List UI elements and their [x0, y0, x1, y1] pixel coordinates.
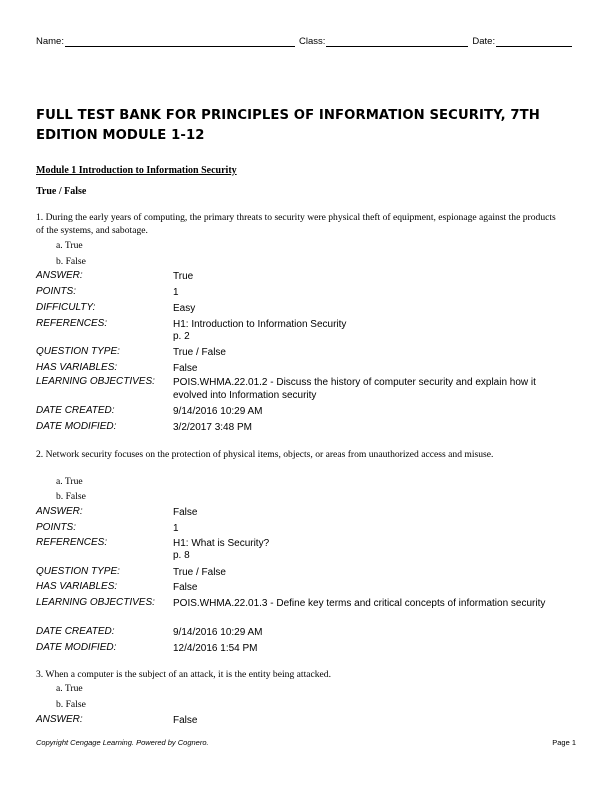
module-heading: Module 1 Introduction to Information Security	[36, 165, 237, 176]
q2-date-modified-value: 12/4/2016 1:54 PM	[173, 643, 258, 654]
question-1-option-a: a. True	[56, 240, 83, 251]
q2-references-line1: H1: What is Security?	[173, 538, 270, 549]
q1-has-variables-value: False	[173, 363, 198, 374]
q1-date-created-value: 9/14/2016 10:29 AM	[173, 406, 263, 417]
q1-date-created-label: DATE CREATED:	[36, 405, 115, 416]
q2-date-created-label: DATE CREATED:	[36, 626, 115, 637]
question-2-option-a: a. True	[56, 476, 83, 487]
header-fields	[36, 36, 576, 47]
q1-points-label: POINTS:	[36, 286, 77, 297]
q2-references-line2: p. 8	[173, 550, 190, 561]
date-line	[496, 36, 572, 47]
q1-difficulty-label: DIFFICULTY:	[36, 302, 96, 313]
q2-learning-objectives-value: POIS.WHMA.22.01.3 - Define key terms and critical concepts of information security	[173, 598, 546, 609]
q1-references-line2: p. 2	[173, 331, 190, 342]
date-label: Date:	[472, 36, 496, 47]
footer-page-number: Page 1	[552, 738, 576, 747]
q1-date-modified-label: DATE MODIFIED:	[36, 421, 117, 432]
q2-references-label: REFERENCES:	[36, 537, 108, 548]
q1-has-variables-label: HAS VARIABLES:	[36, 362, 118, 373]
q1-learning-objectives-value: POIS.WHMA.22.01.2 - Discuss the history of computer security and explain how it evolved into Information security	[173, 377, 536, 401]
q2-answer-value: False	[173, 507, 198, 518]
q1-references-label: REFERENCES:	[36, 318, 108, 329]
q1-references-line1: H1: Introduction to Information Security	[173, 319, 347, 330]
q1-learning-objectives-label: LEARNING OBJECTIVES:	[36, 376, 155, 387]
q1-points-value: 1	[173, 287, 179, 298]
q2-date-modified-label: DATE MODIFIED:	[36, 642, 117, 653]
question-3-option-a: a. True	[56, 683, 83, 694]
question-1-option-b: b. False	[56, 256, 86, 267]
q2-has-variables-value: False	[173, 582, 198, 593]
q1-answer-value: True	[173, 271, 194, 282]
q2-learning-objectives-label: LEARNING OBJECTIVES:	[36, 597, 155, 608]
question-1-text: 1. During the early years of computing, the primary threats to security were physical theft of equipment, espionage against the products of the systems, and sabotage.	[36, 212, 556, 236]
q2-has-variables-label: HAS VARIABLES:	[36, 581, 118, 592]
q3-answer-value: False	[173, 715, 198, 726]
q1-date-modified-value: 3/2/2017 3:48 PM	[173, 422, 252, 433]
q2-points-label: POINTS:	[36, 522, 77, 533]
class-label: Class:	[298, 36, 326, 47]
q2-question-type-value: True / False	[173, 567, 226, 578]
section-heading: True / False	[36, 186, 87, 197]
q2-answer-label: ANSWER:	[36, 506, 83, 517]
q1-answer-label: ANSWER:	[36, 270, 83, 281]
q1-question-type-label: QUESTION TYPE:	[36, 346, 120, 357]
q2-date-created-value: 9/14/2016 10:29 AM	[173, 627, 263, 638]
q2-question-type-label: QUESTION TYPE:	[36, 566, 120, 577]
q1-difficulty-value: Easy	[173, 303, 196, 314]
question-2-text: 2. Network security focuses on the protection of physical items, objects, or areas from unauthorized access and misuse.	[36, 449, 494, 460]
question-2-option-b: b. False	[56, 491, 86, 502]
question-3-text: 3. When a computer is the subject of an attack, it is the entity being attacked.	[36, 669, 332, 680]
q3-answer-label: ANSWER:	[36, 714, 83, 725]
footer-copyright: Copyright Cengage Learning. Powered by Cognero.	[36, 738, 209, 747]
class-line	[326, 36, 468, 47]
name-line	[65, 36, 295, 47]
page-title: FULL TEST BANK FOR PRINCIPLES OF INFORMATION SECURITY, 7TH EDITION MODULE 1-12	[36, 108, 540, 143]
question-3-option-b: b. False	[56, 699, 86, 710]
q2-points-value: 1	[173, 523, 179, 534]
name-label: Name:	[36, 36, 64, 47]
q1-question-type-value: True / False	[173, 347, 226, 358]
